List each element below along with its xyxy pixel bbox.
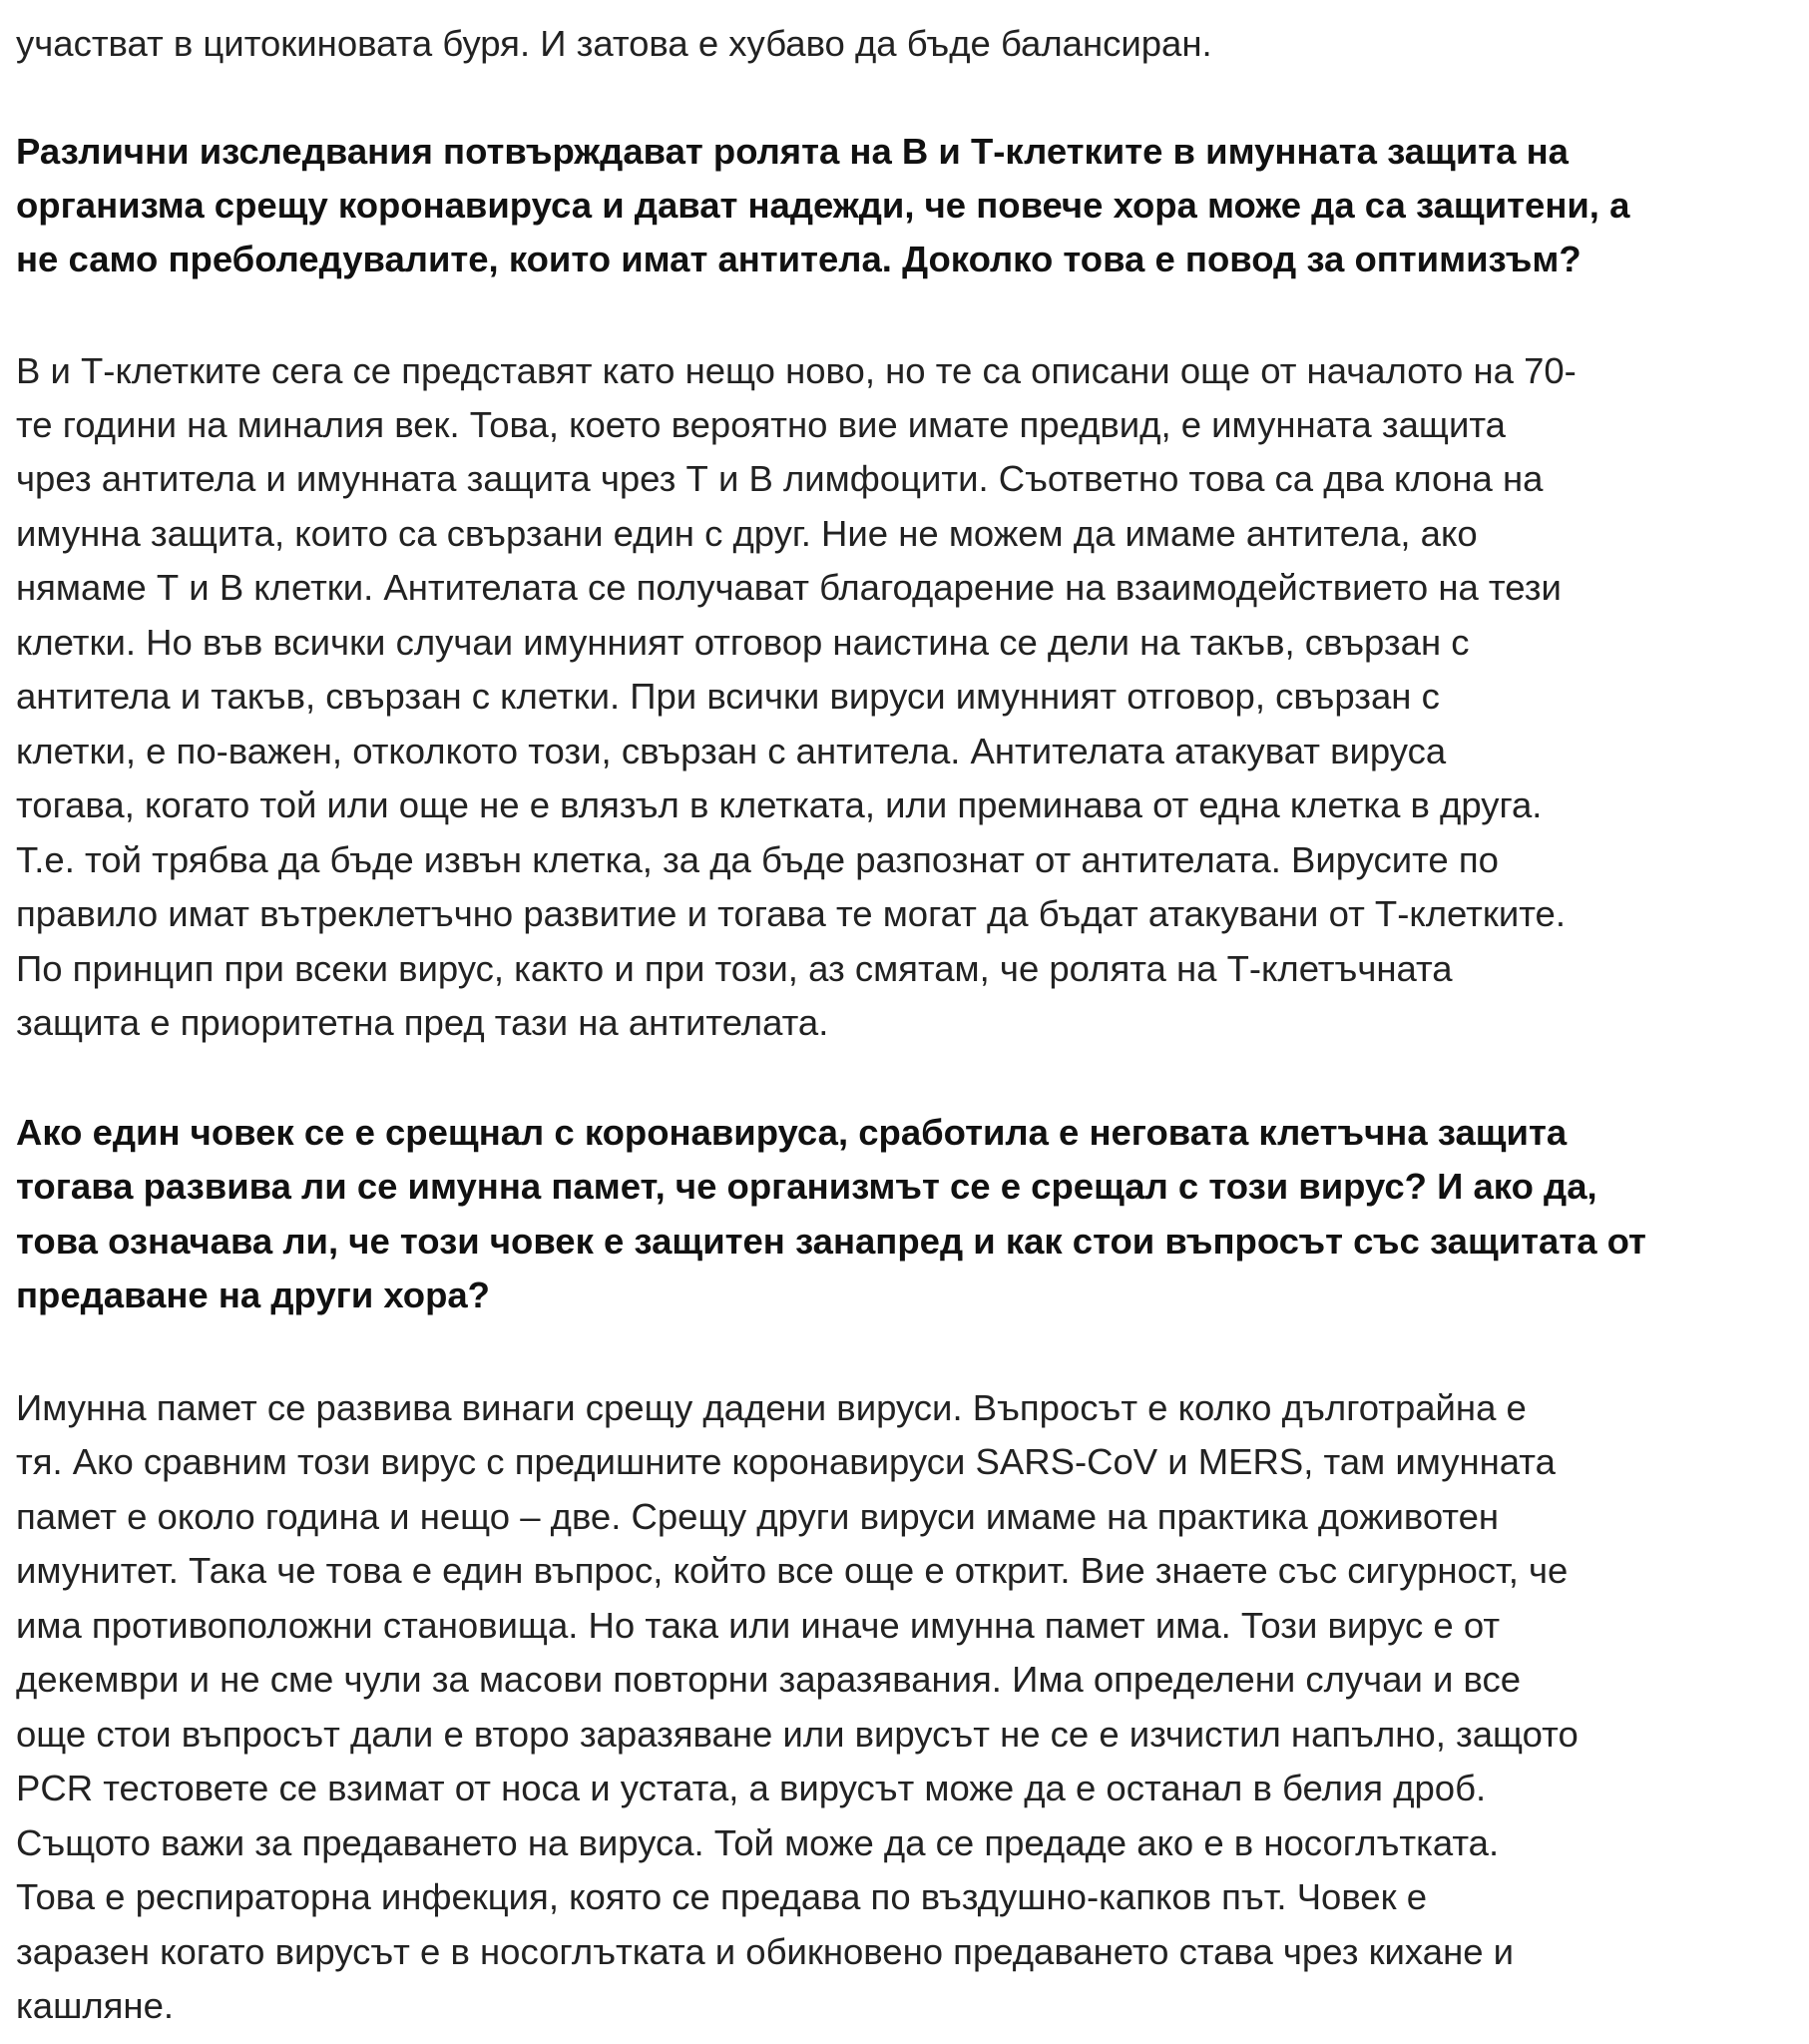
answer-1-line: клетки, е по-важен, отколкото този, свързан с антитела. Антителата атакуват вируса <box>16 731 1447 771</box>
answer-1-line: антитела и такъв, свързан с клетки. При всички вируси имунният отговор, свързан с <box>16 676 1440 717</box>
answer-2-line: Имунна памет се развива винаги срещу дадени вируси. Въпросът е колко дълготрайна е <box>16 1387 1527 1428</box>
question-1-line: организма срещу коронавируса и дават надежди, че повече хора може да са защитени, а <box>16 185 1630 226</box>
answer-2-line: тя. Ако сравним този вирус с предишните коронавируси SARS-CoV и MERS, там имунната <box>16 1441 1556 1482</box>
answer-1-line: те години на миналия век. Това, което вероятно вие имате предвид, е имунната защита <box>16 404 1506 445</box>
intro-line: участват в цитокиновата буря. И затова е хубаво да бъде балансиран. <box>16 23 1212 64</box>
answer-2-line: Същото важи за предаването на вируса. Той може да се предаде ако е в носоглътката. <box>16 1822 1500 1863</box>
answer-1-line: В и Т-клетките сега се представят като нещо ново, но те са описани още от началото на 70- <box>16 350 1577 391</box>
answer-2-line: имунитет. Така че това е един въпрос, който все още е открит. Вие знаете със сигурност, че <box>16 1550 1569 1591</box>
answer-1-line: правило имат вътреклетъчно развитие и тогава те могат да бъдат атакувани от Т-клетките. <box>16 893 1566 934</box>
question-2-line: тогава развива ли се имунна памет, че организмът се е срещал с този вирус? И ако да, <box>16 1166 1597 1207</box>
answer-2-line: декември и не сме чули за масови повторни заразявания. Има определени случаи и все <box>16 1659 1522 1700</box>
answer-1-line: По принцип при всеки вирус, както и при този, аз смятам, че ролята на Т-клетъчната <box>16 948 1453 989</box>
answer-2-line: PCR тестовете се взимат от носа и устата, а вирусът може да е останал в белия дроб. <box>16 1768 1487 1808</box>
question-1-line: Различни изследвания потвърждават ролята на B и Т-клетките в имунната защита на <box>16 131 1569 172</box>
answer-1-line: тогава, когато той или още не е влязъл в клетката, или преминава от една клетка в друга. <box>16 784 1543 825</box>
question-2-line: Ако един човек се е срещнал с коронавируса, сработила е неговата клетъчна защита <box>16 1112 1568 1153</box>
question-1-line: не само преболедувалите, които имат антитела. Доколко това е повод за оптимизъм? <box>16 239 1582 279</box>
question-2-line: това означава ли, че този човек е защитен занапред и как стои въпросът със защитата от <box>16 1221 1646 1262</box>
answer-2-line: има противоположни становища. Но така или иначе имунна памет има. Този вирус е от <box>16 1605 1501 1646</box>
answer-2-line: още стои въпросът дали е второ заразяване или вирусът не се е изчистил напълно, защото <box>16 1714 1579 1755</box>
answer-2-line: кашляне. <box>16 1985 175 2026</box>
answer-1-line: клетки. Но във всички случаи имунният отговор наистина се дели на такъв, свързан с <box>16 622 1470 663</box>
question-2-line: предаване на други хора? <box>16 1275 490 1315</box>
answer-2-line: памет е около година и нещо – две. Срещу други вируси имаме на практика доживотен <box>16 1496 1500 1537</box>
answer-1-line: защита е приоритетна пред тази на антителата. <box>16 1002 829 1043</box>
answer-1-line: чрез антитела и имунната защита чрез Т и В лимфоцити. Съответно това са два клона на <box>16 458 1544 499</box>
answer-1-line: имунна защита, които са свързани един с друг. Ние не можем да имаме антитела, ако <box>16 513 1478 554</box>
answer-2-line: заразен когато вирусът е в носоглътката и обикновено предаването става чрез кихане и <box>16 1931 1515 1972</box>
answer-2-line: Това е респираторна инфекция, която се предава по въздушно-капков път. Човек е <box>16 1876 1428 1917</box>
answer-1-line: нямаме Т и В клетки. Антителата се получават благодарение на взаимодействието на тези <box>16 567 1562 608</box>
answer-1-line: Т.е. той трябва да бъде извън клетка, за да бъде разпознат от антителата. Вирусите по <box>16 839 1499 880</box>
